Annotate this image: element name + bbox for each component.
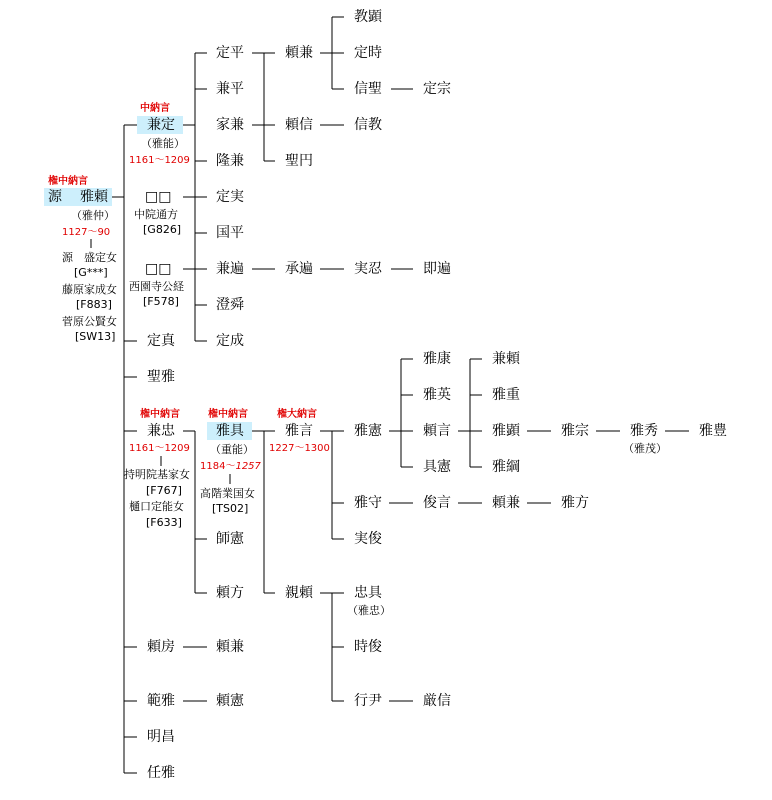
person-shohen[interactable]: 承遍: [285, 261, 313, 277]
person-tokitoshi[interactable]: 時俊: [354, 639, 382, 655]
title-label: 権中納言: [140, 409, 180, 420]
spouse-name: 菅原公賢女: [62, 315, 117, 328]
alt-name: （雅茂）: [623, 442, 667, 455]
person-masanori[interactable]: 雅憲: [354, 423, 382, 439]
person-sadazane[interactable]: 定実: [216, 189, 244, 205]
title-label: 権大納言: [277, 409, 317, 420]
spouse-name: 藤原家成女: [62, 283, 117, 296]
person-genshin[interactable]: 厳信: [423, 693, 451, 709]
person-nobusato[interactable]: 信聖: [354, 81, 382, 97]
person-masahide-2[interactable]: 雅秀: [630, 423, 658, 439]
person-kyoken[interactable]: 教顕: [354, 9, 382, 25]
person-shiken[interactable]: 師憲: [216, 531, 244, 547]
person-guken[interactable]: 具憲: [423, 459, 451, 475]
alt-name: （重能）: [210, 443, 254, 456]
person-sanetoshi[interactable]: 実俊: [354, 531, 382, 547]
person-kanehira[interactable]: 兼平: [216, 81, 244, 97]
person-yorikoto[interactable]: 頼言: [423, 423, 451, 439]
spouse-ref: [G826]: [143, 223, 182, 236]
person-unknown-2[interactable]: □□: [145, 261, 172, 277]
person-sadama[interactable]: 定真: [147, 333, 175, 349]
person-kunihira[interactable]: 国平: [216, 225, 244, 241]
spouse-ref: [F883]: [76, 298, 112, 311]
years-label: 1127～90: [62, 227, 111, 238]
person-norimasa[interactable]: 範雅: [147, 693, 175, 709]
person-yorikane-1[interactable]: 頼兼: [285, 45, 313, 61]
person-akimasa[interactable]: 明昌: [147, 729, 175, 745]
person-masakata[interactable]: 雅方: [561, 495, 589, 511]
person-ninga[interactable]: 任雅: [147, 765, 175, 781]
given-name: 雅頼: [80, 189, 108, 205]
person-shoen[interactable]: 聖円: [285, 153, 313, 169]
alt-name: （雅仲）: [71, 209, 115, 222]
person-kanetada[interactable]: 兼忠: [147, 423, 175, 439]
spouse-name: 西園寺公経: [129, 280, 184, 293]
person-yukitada[interactable]: 行尹: [354, 693, 382, 709]
person-kanehen[interactable]: 兼遍: [216, 261, 244, 277]
person-sadatoki[interactable]: 定時: [354, 45, 382, 61]
spouse-ref: [TS02]: [212, 502, 249, 515]
person-masatoki[interactable]: 雅言: [285, 423, 313, 439]
person-yorikane-2[interactable]: 頼兼: [492, 495, 520, 511]
person-masatsuna[interactable]: 雅綱: [492, 459, 520, 475]
years-label: [200, 460, 261, 473]
spouse-ref: [F767]: [146, 484, 182, 497]
years-start: 1184～: [200, 461, 236, 472]
person-chikayori[interactable]: 親頼: [285, 585, 313, 601]
spouse-ref: [F633]: [146, 516, 182, 529]
person-minamoto-masayori[interactable]: [44, 188, 112, 206]
spouse-name: 持明院基家女: [124, 468, 190, 481]
person-chojun[interactable]: 澄舜: [216, 297, 244, 313]
person-yorifusa[interactable]: 頼房: [147, 639, 175, 655]
alt-name: （雅能）: [141, 137, 185, 150]
alt-name: （雅忠）: [347, 604, 391, 617]
spouse-ref: [SW13]: [75, 330, 116, 343]
years-end: 1257: [235, 461, 261, 472]
person-unknown-1[interactable]: □□: [145, 189, 172, 205]
person-kaneyori[interactable]: 兼頼: [492, 351, 520, 367]
spouse-name: 高階業国女: [200, 487, 255, 500]
person-yorikata[interactable]: 頼方: [216, 585, 244, 601]
spouse-ref: [F578]: [143, 295, 179, 308]
person-yorinori[interactable]: 頼憲: [216, 693, 244, 709]
person-masashige[interactable]: 雅重: [492, 387, 520, 403]
person-masatoyo[interactable]: 雅豊: [699, 423, 727, 439]
spouse-ref: [G***]: [74, 266, 108, 279]
person-sadamune[interactable]: 定宗: [423, 81, 451, 97]
years-label: 1227～1300: [269, 443, 330, 454]
person-yorikane-3[interactable]: 頼兼: [216, 639, 244, 655]
person-iekane[interactable]: 家兼: [216, 117, 244, 133]
person-jitsunin[interactable]: 実忍: [354, 261, 382, 277]
person-sadahira[interactable]: 定平: [216, 45, 244, 61]
person-yorinobu[interactable]: 頼信: [285, 117, 313, 133]
years-label: 1161～1209: [129, 443, 190, 454]
person-masayasu[interactable]: 雅康: [423, 351, 451, 367]
person-masamori[interactable]: 雅守: [354, 495, 382, 511]
spouse-name: 源 盛定女: [62, 251, 117, 264]
title-label: 権中納言: [48, 176, 88, 187]
person-takakane[interactable]: 隆兼: [216, 153, 244, 169]
person-sadanari[interactable]: 定成: [216, 333, 244, 349]
person-masamune[interactable]: 雅宗: [561, 423, 589, 439]
title-label: 中納言: [140, 103, 170, 114]
person-masaaki[interactable]: 雅顕: [492, 423, 520, 439]
spouse-name: 中院通方: [134, 208, 178, 221]
person-masatomo[interactable]: 雅具: [207, 422, 252, 440]
title-label: 権中納言: [208, 409, 248, 420]
person-nobunori[interactable]: 信教: [354, 117, 382, 133]
spouse-name: 樋口定能女: [129, 500, 184, 513]
person-sokuhen[interactable]: 即遍: [423, 261, 451, 277]
person-masanari[interactable]: 聖雅: [147, 369, 175, 385]
family-name: 源: [48, 189, 62, 205]
person-shungen[interactable]: 俊言: [423, 495, 451, 511]
person-masahide[interactable]: 雅英: [423, 387, 451, 403]
person-kanesada[interactable]: 兼定: [137, 116, 183, 134]
years-label: 1161～1209: [129, 155, 190, 166]
person-tadatomo[interactable]: 忠具: [354, 585, 382, 601]
